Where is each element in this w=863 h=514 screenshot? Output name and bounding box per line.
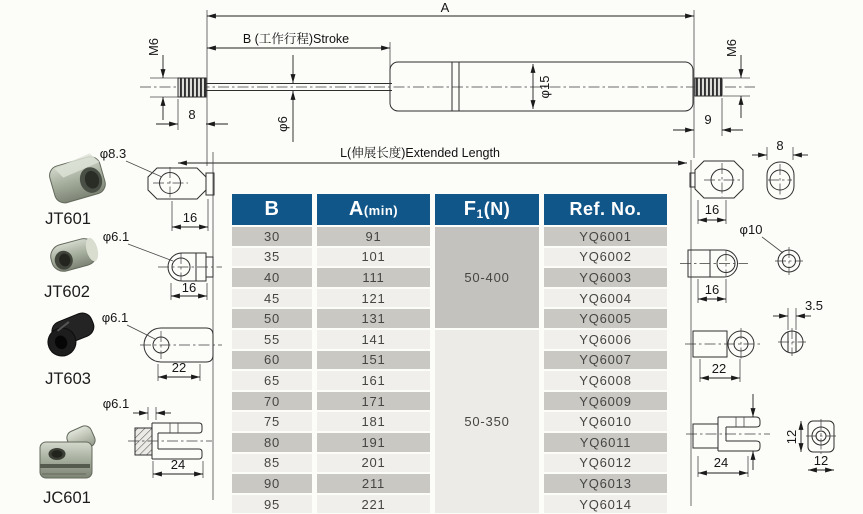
right-fitting-2-end-dim: φ10 [739, 222, 763, 237]
cell-b: 50 [232, 309, 312, 328]
cell-b: 30 [232, 227, 312, 246]
jt603-side-view [102, 310, 222, 381]
cell-a: 201 [317, 454, 430, 473]
cell-ref: YQ6006 [544, 330, 667, 349]
jt603-photo [41, 310, 100, 360]
cell-ref: YQ6008 [544, 371, 667, 390]
cell-ref: YQ6005 [544, 309, 667, 328]
left-thread [178, 78, 206, 97]
right-fitting-2 [680, 222, 803, 303]
table-row [232, 227, 667, 246]
cell-b: 70 [232, 392, 312, 411]
gas-spring-main-drawing [140, 0, 755, 166]
thread-length-right-label: 9 [704, 112, 712, 127]
cell-ref: YQ6004 [544, 289, 667, 308]
jt601-photo [46, 151, 107, 205]
cell-a: 121 [317, 289, 430, 308]
right-fitting-1-end-dim: 8 [776, 138, 784, 153]
jt601-length-label: 16 [182, 210, 198, 225]
right-fitting-1-length: 16 [704, 202, 720, 217]
cell-ref: YQ6012 [544, 454, 667, 473]
cell-ref: YQ6011 [544, 433, 667, 452]
dim-a-label: A [440, 0, 450, 15]
cell-a: 101 [317, 248, 430, 267]
cell-a: 211 [317, 474, 430, 493]
right-fitting-1 [690, 138, 808, 224]
right-thread [695, 78, 722, 96]
cell-ref: YQ6002 [544, 248, 667, 267]
col-header-ref-no: Ref. No. [544, 194, 667, 225]
cell-ref: YQ6013 [544, 474, 667, 493]
cell-b: 35 [232, 248, 312, 267]
cell-b: 85 [232, 454, 312, 473]
cell-force-group-1: 50-400 [435, 227, 539, 328]
cell-a: 131 [317, 309, 430, 328]
col-header-b: B [232, 194, 312, 225]
spec-table-header-row [232, 194, 667, 225]
jt602-name: JT602 [44, 283, 90, 301]
jt601-name: JT601 [45, 210, 91, 228]
cell-a: 181 [317, 412, 430, 431]
right-fitting-4-end-width: 12 [813, 453, 829, 468]
jc601-name: JC601 [43, 489, 91, 507]
cell-a: 171 [317, 392, 430, 411]
right-fitting-3-end-dim: 3.5 [804, 298, 824, 313]
jt603-diameter-label: φ6.1 [101, 310, 129, 325]
dim-l-label: L(伸展长度)Extended Length [340, 146, 500, 160]
right-fitting-4-length: 24 [713, 455, 729, 470]
cell-b: 45 [232, 289, 312, 308]
cell-ref: YQ6007 [544, 351, 667, 370]
jc601-photo [40, 424, 97, 478]
thread-length-left-label: 8 [188, 107, 196, 122]
jt603-length-label: 22 [171, 360, 187, 375]
cell-ref: YQ6003 [544, 268, 667, 287]
col-header-a-min: A(min) [317, 194, 430, 225]
right-fitting-3 [685, 298, 823, 382]
cell-b: 75 [232, 412, 312, 431]
cell-ref: YQ6010 [544, 412, 667, 431]
jt603-name: JT603 [45, 370, 91, 388]
table-row [232, 330, 667, 349]
cell-b: 55 [232, 330, 312, 349]
jt602-diameter-label: φ6.1 [102, 229, 130, 244]
thread-right-label: M6 [724, 38, 739, 58]
cell-a: 141 [317, 330, 430, 349]
cell-b: 95 [232, 495, 312, 514]
cell-b: 90 [232, 474, 312, 493]
cell-b: 40 [232, 268, 312, 287]
jt602-length-label: 16 [181, 280, 197, 295]
jt601-side-view [100, 146, 214, 231]
cell-b: 65 [232, 371, 312, 390]
right-fitting-4-end-height: 12 [784, 429, 799, 445]
cell-a: 151 [317, 351, 430, 370]
tube-diameter-label: φ15 [537, 75, 552, 99]
cell-ref: YQ6014 [544, 495, 667, 514]
jc601-length-label: 24 [170, 457, 186, 472]
right-fitting-3-length: 22 [711, 361, 727, 376]
thread-left-label: M6 [146, 37, 161, 57]
cell-a: 191 [317, 433, 430, 452]
jc601-side-view [103, 396, 212, 478]
cell-b: 60 [232, 351, 312, 370]
cell-ref: YQ6009 [544, 392, 667, 411]
col-header-f1n: F1(N) [435, 194, 539, 225]
right-fitting-2-length: 16 [704, 282, 720, 297]
jt602-side-view [103, 229, 222, 300]
cell-a: 91 [317, 227, 430, 246]
rod-diameter-label: φ6 [275, 116, 290, 132]
jc601-diameter-label: φ6.1 [102, 396, 130, 411]
cell-a: 221 [317, 495, 430, 514]
right-fitting-4 [686, 394, 836, 477]
dim-b-label: B (工作行程)Stroke [242, 32, 350, 46]
cell-a: 161 [317, 371, 430, 390]
jt601-diameter-label: φ8.3 [99, 146, 127, 161]
cell-a: 111 [317, 268, 430, 287]
cell-b: 80 [232, 433, 312, 452]
cell-force-group-2: 50-350 [435, 330, 539, 513]
spec-table [227, 192, 672, 514]
jt602-photo [48, 236, 101, 274]
cell-ref: YQ6001 [544, 227, 667, 246]
